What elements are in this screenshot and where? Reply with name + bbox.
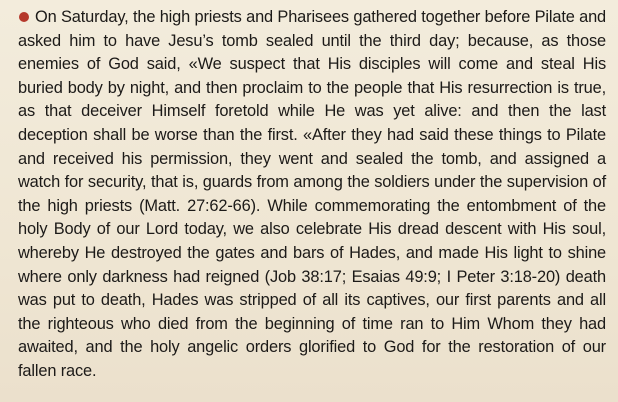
body-paragraph xyxy=(18,6,606,384)
paragraph-text: On Saturday, the high priests and Pharisees gathered together before Pilate and asked him to have Jesu’s tomb sealed until the third day; because, as those enemies of God said, «We suspect that His disciples will come and steal His buried body by night, and then proclaim to the people that His resurrection is true, as that deceiver Himself foretold while He was yet alive: and then the last deception shall be worse than the first. «After they had said these things to Pilate and received his permission, they went and sealed the tomb, and assigned a watch for security, that is, guards from among the soldiers under the supervision of the high priests (Matt. 27:62-66). While commemorating the entombment of the holy Body of our Lord today, we also celebrate His dread descent with His soul, whereby He destroyed the gates and bars of Hades, and made His light to shine where only darkness had reigned (Job 38:17; Esaias 49:9; I Peter 3:18-20) death was put to death, Hades was stripped of all its captives, our first parents and all the righteous who died from the beginning of time ran to Him Whom they had awaited, and the holy angelic orders glorified to God for the restoration of our fallen race. xyxy=(18,8,607,380)
bullet-icon xyxy=(19,12,29,22)
